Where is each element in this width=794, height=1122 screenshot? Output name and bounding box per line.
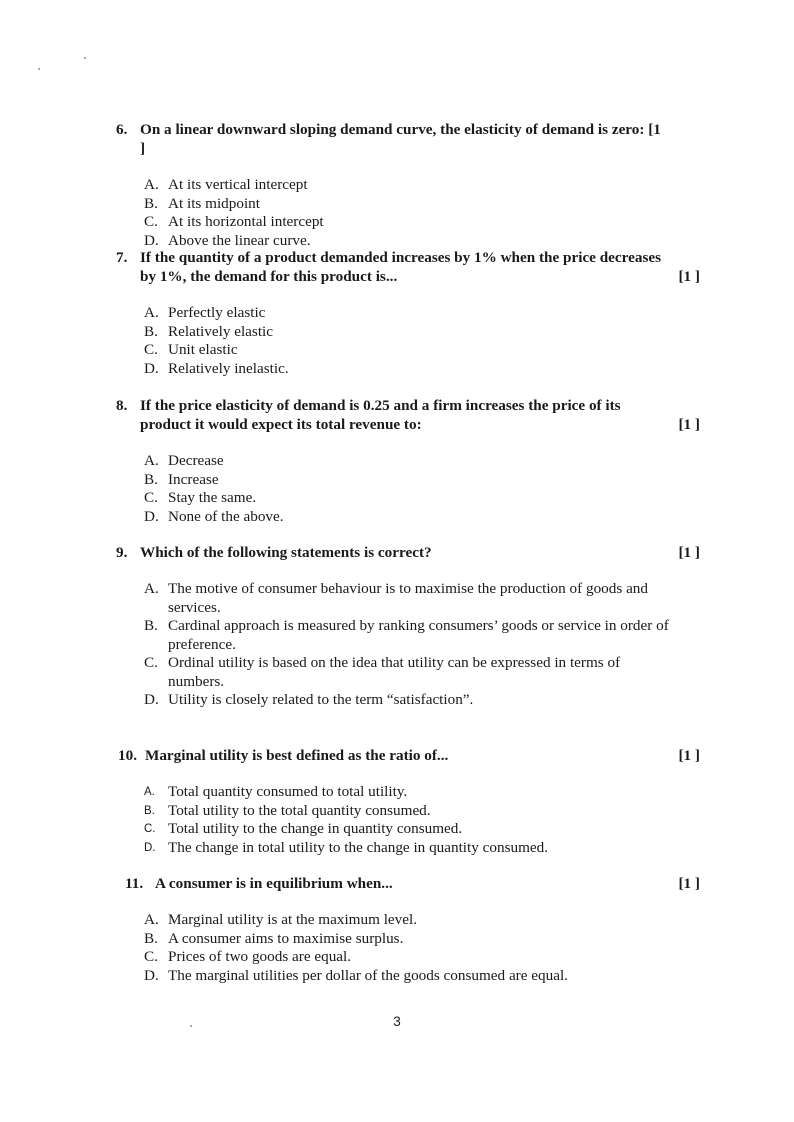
scan-speck xyxy=(84,57,86,59)
option-letter: B. xyxy=(144,194,158,212)
options-list xyxy=(144,304,700,378)
question-text: A consumer is in equilibrium when... xyxy=(155,875,393,892)
option-text: Relatively elastic xyxy=(168,322,274,340)
question-number: 9. xyxy=(116,544,128,561)
option xyxy=(144,213,700,232)
option-text: Unit elastic xyxy=(168,341,238,358)
question-8 xyxy=(116,396,700,526)
option xyxy=(144,691,700,710)
option-letter: D. xyxy=(144,359,159,377)
option xyxy=(144,323,700,342)
option-letter: C. xyxy=(144,823,156,835)
question-number: 6. xyxy=(116,121,128,138)
option xyxy=(144,967,700,986)
option-letter: C. xyxy=(144,341,158,358)
question-header xyxy=(116,543,700,562)
question-text-body: On a linear downward sloping demand curve, the elasticity of demand is zero: xyxy=(140,121,645,138)
option-letter: D. xyxy=(144,691,159,708)
option-text: Total quantity consumed to total utility. xyxy=(168,783,408,800)
question-text: If the price elasticity of demand is 0.25 and a firm increases the price of its product it would expect its total revenue to: xyxy=(140,397,621,433)
option-text: A consumer aims to maximise surplus. xyxy=(168,929,404,947)
option-text: Marginal utility is at the maximum level. xyxy=(168,911,418,928)
option-text: The marginal utilities per dollar of the goods consumed are equal. xyxy=(168,966,568,984)
option-letter: B. xyxy=(144,929,158,947)
option xyxy=(144,341,700,360)
option-letter: A. xyxy=(144,580,159,597)
question-number: 10. xyxy=(118,747,137,764)
option-text: Cardinal approach is measured by ranking consumers’ goods or service in order of preference. xyxy=(168,617,669,653)
option-text: Utility is closely related to the term “satisfaction”. xyxy=(168,691,474,708)
option-letter: A. xyxy=(144,786,155,798)
option-text: Perfectly elastic xyxy=(168,304,266,321)
options-list xyxy=(144,783,700,857)
question-11 xyxy=(116,874,700,985)
options-list xyxy=(144,452,700,526)
option xyxy=(144,617,700,654)
question-10 xyxy=(116,746,700,857)
option-text: At its midpoint xyxy=(168,194,260,212)
option xyxy=(144,839,700,858)
option-text: The motive of consumer behaviour is to maximise the production of goods and services. xyxy=(168,580,648,616)
option xyxy=(144,176,700,195)
option xyxy=(144,304,700,323)
option-text: Stay the same. xyxy=(168,489,257,506)
question-number: 11. xyxy=(125,875,144,892)
question-header xyxy=(116,120,700,158)
option xyxy=(144,654,700,691)
option-letter: D. xyxy=(144,966,159,984)
option-text: Total utility to the total quantity consumed. xyxy=(168,801,431,819)
option-text: Prices of two goods are equal. xyxy=(168,948,352,965)
question-text: Which of the following statements is correct? xyxy=(140,544,432,561)
question-text: If the quantity of a product demanded increases by 1% when the price decreases by 1%, the demand for this product is... xyxy=(140,249,662,285)
option-letter: C. xyxy=(144,948,158,965)
option xyxy=(144,930,700,949)
question-header xyxy=(116,396,700,434)
question-7 xyxy=(116,248,700,378)
option-text: The change in total utility to the change in quantity consumed. xyxy=(168,838,549,856)
question-header xyxy=(116,874,700,893)
options-list xyxy=(144,176,700,250)
option-text: Decrease xyxy=(168,452,224,469)
option xyxy=(144,948,700,967)
option-letter: B. xyxy=(144,322,158,340)
option xyxy=(144,195,700,214)
option-text: Above the linear curve. xyxy=(168,231,311,249)
question-header xyxy=(116,248,700,286)
question-marks: [1 ] xyxy=(678,747,700,764)
option-letter: D. xyxy=(144,231,159,249)
question-text xyxy=(140,120,700,158)
option xyxy=(144,360,700,379)
question-marks: [1 ] xyxy=(140,121,661,157)
question-number: 7. xyxy=(116,249,128,266)
scan-speck xyxy=(38,68,40,70)
option xyxy=(144,452,700,471)
option-letter: B. xyxy=(144,470,158,488)
question-marks: [1 ] xyxy=(678,416,700,433)
option-letter: D. xyxy=(144,507,159,525)
option xyxy=(144,820,700,839)
option-text: Increase xyxy=(168,470,219,488)
option-letter: A. xyxy=(144,176,159,193)
option-letter: B. xyxy=(144,617,158,634)
option xyxy=(144,489,700,508)
option-letter: D. xyxy=(144,841,156,854)
option-letter: A. xyxy=(144,452,159,469)
option-letter: C. xyxy=(144,213,158,230)
option xyxy=(144,508,700,527)
option-letter: A. xyxy=(144,304,159,321)
option xyxy=(144,471,700,490)
question-header xyxy=(116,746,700,765)
option-text: Total utility to the change in quantity consumed. xyxy=(168,820,463,837)
option xyxy=(144,802,700,821)
question-text: Marginal utility is best defined as the ratio of... xyxy=(145,747,449,764)
question-9 xyxy=(116,543,700,710)
option-text: At its horizontal intercept xyxy=(168,213,324,230)
option xyxy=(144,783,700,802)
option xyxy=(144,911,700,930)
option-letter: B. xyxy=(144,804,155,817)
option-letter: C. xyxy=(144,489,158,506)
option-letter: C. xyxy=(144,654,158,671)
page-number: 3 xyxy=(393,1014,401,1029)
option-letter: A. xyxy=(144,911,159,928)
option-text: Ordinal utility is based on the idea that utility can be expressed in terms of numbers. xyxy=(168,654,621,690)
option xyxy=(144,580,700,617)
option-text: At its vertical intercept xyxy=(168,176,308,193)
option-text: None of the above. xyxy=(168,507,284,525)
question-marks: [1 ] xyxy=(678,875,700,892)
question-number: 8. xyxy=(116,397,128,414)
option-text: Relatively inelastic. xyxy=(168,359,289,377)
question-6 xyxy=(116,120,700,250)
question-marks: [1 ] xyxy=(678,268,700,285)
question-marks: [1 ] xyxy=(678,544,700,561)
options-list xyxy=(144,580,700,710)
options-list xyxy=(144,911,700,985)
